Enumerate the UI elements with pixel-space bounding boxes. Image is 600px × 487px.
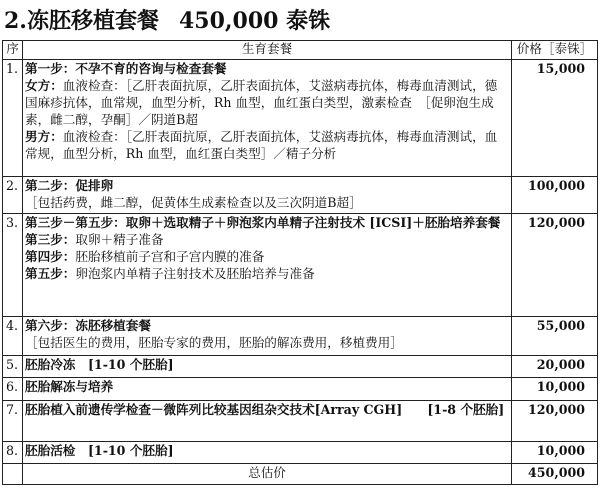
header-index: 序: [3, 41, 23, 60]
female-section: [25, 77, 509, 128]
row-price: 55,000: [512, 317, 598, 356]
row-index: 4.: [3, 317, 23, 356]
step-label: 第四步：: [25, 248, 76, 264]
row-heading: 胚胎植入前遗传学检查－微阵列比较基因组杂交技术[Array CGH] [1-8 个胚胎]: [23, 400, 512, 441]
female-label: 女方：: [25, 77, 63, 93]
male-section: [25, 128, 509, 162]
row-price: 10,000: [512, 378, 598, 400]
header-price: 价格［泰铢］: [512, 41, 598, 60]
total-price: 450,000: [512, 463, 598, 484]
row-price: 15,000: [512, 59, 598, 176]
row-heading: 第一步：不孕不育的咨询与检查套餐: [25, 60, 227, 76]
package-table: [2, 40, 598, 485]
step-line: [25, 265, 509, 282]
row-price: 120,000: [512, 400, 598, 441]
male-text: 血液检查：［乙肝表面抗原，乙肝表面抗体，艾滋病毒抗体，梅毒血清测试，血常规，血型分析，Rh 血型，血红蛋白类型］／精子分析: [25, 128, 498, 161]
table-header-row: [3, 41, 598, 60]
row-index: 2.: [3, 177, 23, 214]
title-price: 450,000 泰铢: [178, 8, 331, 34]
row-service: [23, 213, 512, 316]
total-spacer: [3, 463, 23, 484]
step-line: [25, 248, 509, 265]
female-text: 血液检查：［乙肝表面抗原，乙肝表面抗体，艾滋病毒抗体，梅毒血清测试，德国麻疹抗体，血常规，血型分析，Rh 血型，血红蛋白类型，激素检查 ［促卵泡生成素，雌二醇，孕酮］／阴道B超: [25, 77, 498, 127]
row-detail: ［包括医生的费用，胚胎专家的费用，胚胎的解冻费用，移植费用］: [25, 335, 403, 351]
header-service: 生育套餐: [23, 41, 512, 60]
row-index: 3.: [3, 213, 23, 316]
row-heading: 第六步：冻胚移植套餐: [25, 318, 151, 334]
row-index: 7.: [3, 400, 23, 441]
row-heading: 胚胎解冻与培养: [23, 378, 512, 400]
step-label: 第五步：: [25, 265, 76, 281]
row-heading: 胚胎冷冻 [1-10 个胚胎]: [23, 356, 512, 378]
title-label: 2.冻胚移植套餐: [4, 8, 159, 34]
step-text: 卵泡浆内单精子注射技术及胚胎培养与准备: [75, 265, 315, 281]
step-text: 胚胎移植前子宫和子宫内膜的准备: [75, 248, 265, 264]
row-detail: ［包括药费，雌二醇，促黄体生成素检查以及三次阴道B超］: [25, 195, 362, 211]
table-row: [3, 400, 598, 441]
step-label: 第三步：: [25, 231, 76, 247]
row-price: 20,000: [512, 356, 598, 378]
row-index: 5.: [3, 356, 23, 378]
row-index: 6.: [3, 378, 23, 400]
table-row: [3, 317, 598, 356]
row-price: 100,000: [512, 177, 598, 214]
row-service: [23, 317, 512, 356]
row-index: 1.: [3, 59, 23, 176]
row-service: [23, 59, 512, 176]
row-price: 10,000: [512, 441, 598, 463]
table-row: [3, 356, 598, 378]
table-row: [3, 177, 598, 214]
row-index: 8.: [3, 441, 23, 463]
table-row: [3, 59, 598, 176]
step-text: 取卵＋精子准备: [75, 231, 164, 247]
row-heading: 第二步：促排卵: [25, 178, 114, 194]
row-price: 120,000: [512, 213, 598, 316]
total-label: 总估价: [23, 463, 512, 484]
total-row: [3, 463, 598, 484]
page-title: [4, 4, 342, 38]
table-row: [3, 378, 598, 400]
step-line: [25, 231, 509, 248]
table-row: [3, 441, 598, 463]
male-label: 男方：: [25, 128, 63, 144]
row-heading: 第三步－第五步：取卵＋选取精子＋卵泡浆内单精子注射技术 [ICSI]＋胚胎培养套餐: [25, 214, 501, 230]
row-service: [23, 177, 512, 214]
table-row: [3, 213, 598, 316]
row-heading: 胚胎活检 [1-10 个胚胎]: [23, 441, 512, 463]
